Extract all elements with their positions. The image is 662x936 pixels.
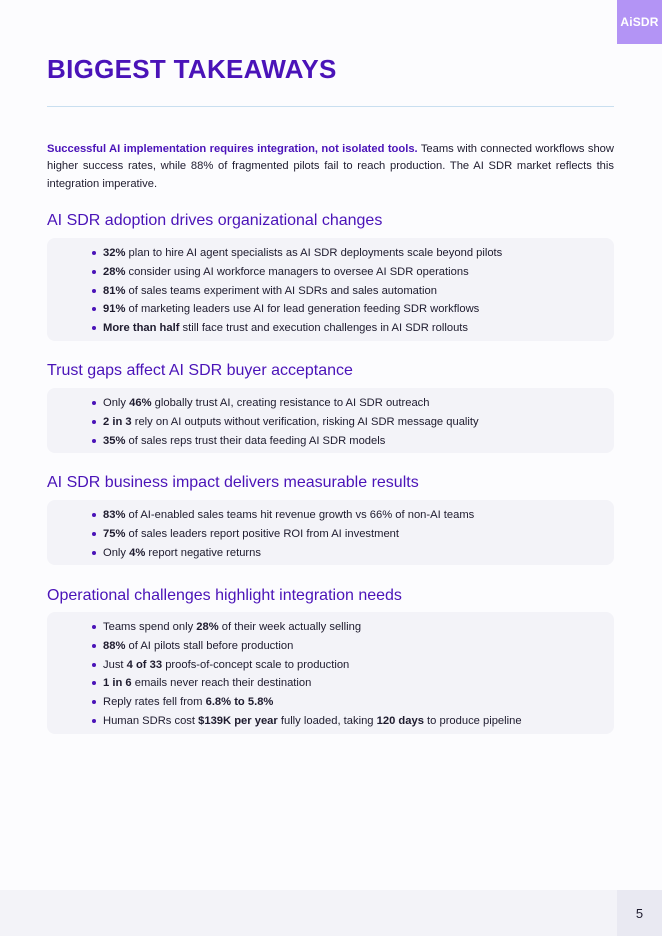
section-heading-adoption: AI SDR adoption drives organizational changes xyxy=(47,212,383,229)
list-item: Reply rates fell from 6.8% to 5.8% xyxy=(103,693,614,712)
bullet-dot-icon xyxy=(92,251,96,255)
bullet-dot-icon xyxy=(92,681,96,685)
bullet-dot-icon xyxy=(92,644,96,648)
intro-body: Teams with connected workflows show higher success rates, while 88% of fragmented pilots fail to reach production. The AI SDR market reflects this integration imperative. xyxy=(47,143,614,190)
bullet-dot-icon xyxy=(92,289,96,293)
section-heading-trust: Trust gaps affect AI SDR buyer acceptance xyxy=(47,362,353,379)
list-item: 81% of sales teams experiment with AI SDRs and sales automation xyxy=(103,282,614,301)
section-heading-impact: AI SDR business impact delivers measurable results xyxy=(47,474,419,491)
bullet-list xyxy=(47,500,614,562)
list-item: 28% consider using AI workforce managers to oversee AI SDR operations xyxy=(103,263,614,282)
footer-bar xyxy=(0,890,662,936)
bullet-dot-icon xyxy=(92,719,96,723)
section-card-trust xyxy=(47,388,614,453)
bullet-dot-icon xyxy=(92,270,96,274)
bullet-list xyxy=(47,612,614,731)
list-item: 32% plan to hire AI agent specialists as AI SDR deployments scale beyond pilots xyxy=(103,244,614,263)
page-number xyxy=(617,890,662,936)
bullet-dot-icon xyxy=(92,326,96,330)
bullet-dot-icon xyxy=(92,532,96,536)
bullet-dot-icon xyxy=(92,700,96,704)
section-card-adoption xyxy=(47,238,614,341)
page-number-text: 5 xyxy=(635,905,644,921)
list-item: 91% of marketing leaders use AI for lead generation feeding SDR workflows xyxy=(103,300,614,319)
bullet-dot-icon xyxy=(92,439,96,443)
list-item: Only 4% report negative returns xyxy=(103,544,614,563)
bullet-dot-icon xyxy=(92,551,96,555)
list-item: 88% of AI pilots stall before production xyxy=(103,637,614,656)
title-divider xyxy=(47,106,614,107)
list-item: 75% of sales leaders report positive ROI from AI investment xyxy=(103,525,614,544)
list-item: More than half still face trust and execution challenges in AI SDR rollouts xyxy=(103,319,614,338)
bullet-list xyxy=(47,388,614,450)
bullet-dot-icon xyxy=(92,513,96,517)
intro-lead: Successful AI implementation requires integration, not isolated tools. xyxy=(47,143,418,155)
bullet-dot-icon xyxy=(92,307,96,311)
brand-logo-badge xyxy=(617,0,662,44)
list-item: 35% of sales reps trust their data feeding AI SDR models xyxy=(103,432,614,451)
bullet-list xyxy=(47,238,614,338)
brand-logo-text: AiSDR xyxy=(620,15,659,29)
list-item: 1 in 6 emails never reach their destination xyxy=(103,674,614,693)
bullet-dot-icon xyxy=(92,420,96,424)
section-card-operational xyxy=(47,612,614,734)
intro-paragraph xyxy=(47,141,614,193)
bullet-dot-icon xyxy=(92,663,96,667)
bullet-dot-icon xyxy=(92,401,96,405)
list-item: Only 46% globally trust AI, creating resistance to AI SDR outreach xyxy=(103,394,614,413)
list-item: 83% of AI-enabled sales teams hit revenue growth vs 66% of non-AI teams xyxy=(103,506,614,525)
list-item: Teams spend only 28% of their week actually selling xyxy=(103,618,614,637)
section-card-impact xyxy=(47,500,614,565)
list-item: Just 4 of 33 proofs-of-concept scale to production xyxy=(103,656,614,675)
list-item: 2 in 3 rely on AI outputs without verification, risking AI SDR message quality xyxy=(103,413,614,432)
list-item: Human SDRs cost $139K per year fully loaded, taking 120 days to produce pipeline xyxy=(103,712,614,731)
page-title: BIGGEST TAKEAWAYS xyxy=(47,54,337,84)
bullet-dot-icon xyxy=(92,625,96,629)
section-heading-operational: Operational challenges highlight integration needs xyxy=(47,587,402,604)
